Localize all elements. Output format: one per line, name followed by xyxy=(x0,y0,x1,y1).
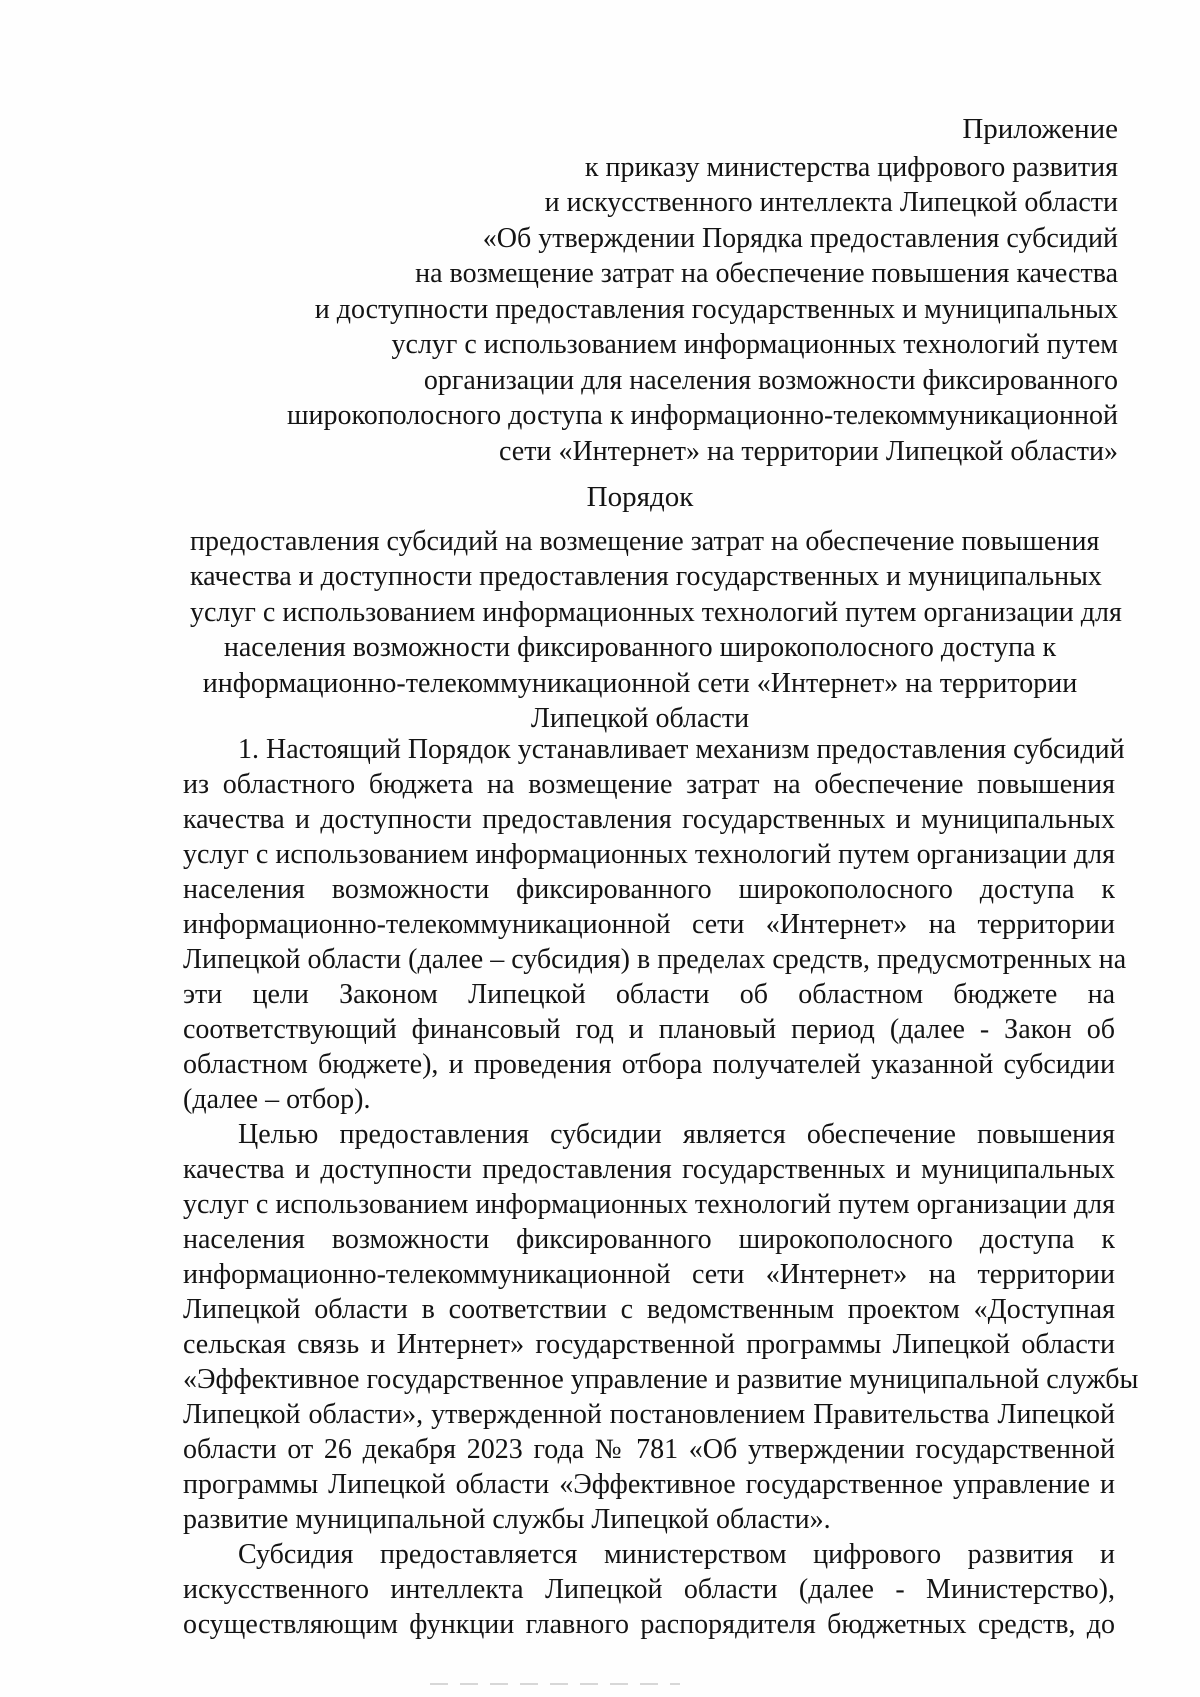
appendix-line: широкополосного доступа к информационно-телекоммуникационной xyxy=(286,400,1118,431)
appendix-header xyxy=(218,112,1118,469)
title-line: информационно-телекоммуникационной сети «Интернет» на территории xyxy=(202,667,1078,699)
paragraph-line: области от 26 декабря 2023 года № 781 «Об утверждении государственной xyxy=(183,1434,1115,1465)
paragraph-line: соответствующий финансовый год и плановый период (далее - Закон об xyxy=(183,1014,1115,1045)
paragraph-line: Липецкой области в соответствии с ведомственным проектом «Доступная xyxy=(183,1294,1115,1325)
paragraph-line: услуг с использованием информационных технологий путем организации для xyxy=(183,1189,1115,1220)
title-line: населения возможности фиксированного широкополосного доступа к xyxy=(223,632,1057,663)
paragraph-line: услуг с использованием информационных технологий путем организации для xyxy=(183,839,1115,870)
paragraph-line: «Эффективное государственное управление и развитие муниципальной службы xyxy=(183,1364,1139,1395)
appendix-heading: Приложение xyxy=(962,113,1118,145)
page-edge-mark xyxy=(430,1683,680,1685)
paragraph-line: Субсидия предоставляется министерством цифрового развития и xyxy=(238,1539,1115,1570)
paragraph-line: населения возможности фиксированного широкополосного доступа к xyxy=(183,874,1115,905)
appendix-line: и доступности предоставления государственных и муниципальных xyxy=(314,293,1118,325)
paragraph-line: сельская связь и Интернет» государственной программы Липецкой области xyxy=(183,1329,1115,1360)
paragraph-line: областном бюджете), и проведения отбора получателей указанной субсидии xyxy=(183,1049,1115,1080)
paragraph-line: программы Липецкой области «Эффективное государственное управление и xyxy=(183,1469,1115,1500)
paragraph-1 xyxy=(183,732,1127,1117)
title-line: качества и доступности предоставления государственных и муниципальных xyxy=(190,561,1102,592)
paragraph-line: информационно-телекоммуникационной сети «Интернет» на территории xyxy=(183,909,1115,940)
title-line: предоставления субсидий на возмещение затрат на обеспечение повышения xyxy=(190,525,1100,557)
paragraph-line: качества и доступности предоставления государственных и муниципальных xyxy=(183,1154,1115,1185)
paragraph-line: информационно-телекоммуникационной сети «Интернет» на территории xyxy=(183,1259,1115,1290)
paragraph-2 xyxy=(183,1117,1139,1537)
paragraph-line: Целью предоставления субсидии является обеспечение повышения xyxy=(238,1119,1115,1150)
paragraph-line: Липецкой области (далее – субсидия) в пределах средств, предусмотренных на xyxy=(183,944,1127,975)
appendix-line: организации для населения возможности фиксированного xyxy=(423,364,1118,396)
appendix-line: сети «Интернет» на территории Липецкой области» xyxy=(499,435,1118,467)
document-body xyxy=(183,732,1139,1642)
title-line: услуг с использованием информационных технологий путем организации для xyxy=(190,596,1122,628)
appendix-line: и искусственного интеллекта Липецкой области xyxy=(544,187,1118,218)
paragraph-line: развитие муниципальной службы Липецкой области». xyxy=(183,1504,831,1535)
paragraph-line: из областного бюджета на возмещение затрат на обеспечение повышения xyxy=(183,769,1115,800)
paragraph-line: Липецкой области», утвержденной постановлением Правительства Липецкой xyxy=(183,1399,1115,1430)
appendix-line: «Об утверждении Порядка предоставления субсидий xyxy=(482,222,1118,254)
paragraph-line: эти цели Законом Липецкой области об областном бюджете на xyxy=(183,979,1115,1010)
paragraph-line: (далее – отбор). xyxy=(183,1084,371,1115)
appendix-line: к приказу министерства цифрового развития xyxy=(584,151,1118,183)
appendix-line: на возмещение затрат на обеспечение повышения качества xyxy=(415,258,1118,289)
paragraph-line: качества и доступности предоставления государственных и муниципальных xyxy=(183,804,1115,835)
title-line: Липецкой области xyxy=(530,703,750,734)
document-title xyxy=(190,480,1122,737)
appendix-line: услуг с использованием информационных технологий путем xyxy=(391,329,1118,360)
title-word: Порядок xyxy=(586,481,694,513)
paragraph-line: искусственного интеллекта Липецкой области (далее - Министерство), xyxy=(183,1574,1115,1605)
paragraph-line: осуществляющим функции главного распорядителя бюджетных средств, до xyxy=(183,1609,1115,1640)
paragraph-line: 1. Настоящий Порядок устанавливает механизм предоставления субсидий xyxy=(238,734,1125,765)
paragraph-line: населения возможности фиксированного широкополосного доступа к xyxy=(183,1224,1115,1255)
paragraph-3 xyxy=(183,1537,1115,1642)
